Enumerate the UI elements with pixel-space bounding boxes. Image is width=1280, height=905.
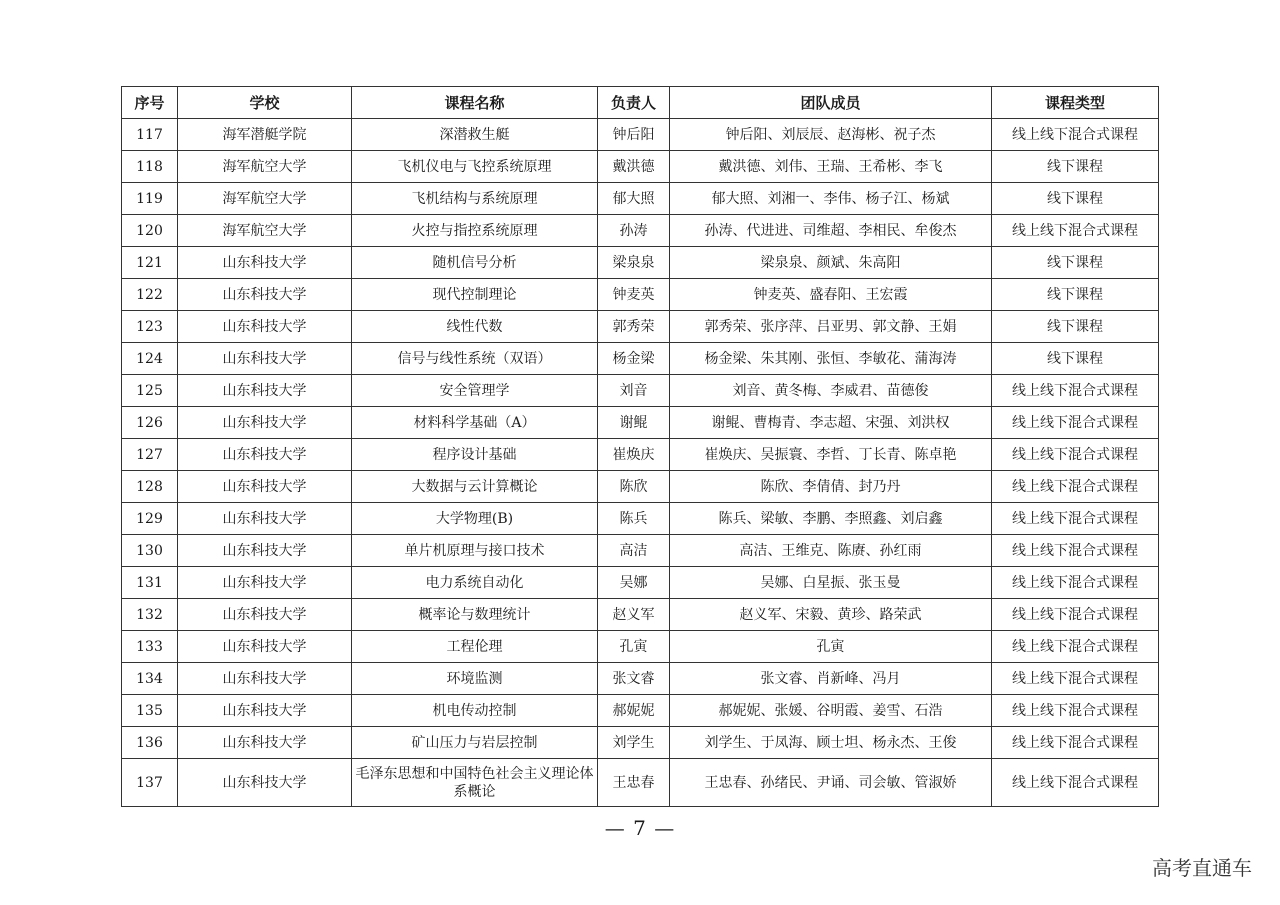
- cell-team-members: 谢鲲、曹梅青、李志超、宋强、刘洪权: [670, 407, 992, 439]
- table-row: [122, 151, 1159, 183]
- cell-course-type: 线下课程: [992, 151, 1159, 183]
- cell-index: 133: [122, 631, 178, 663]
- cell-school: 山东科技大学: [178, 663, 352, 695]
- cell-course-name: 现代控制理论: [352, 279, 598, 311]
- table-row: [122, 759, 1159, 807]
- table-row: [122, 535, 1159, 567]
- cell-course-name: 大学物理(B): [352, 503, 598, 535]
- cell-school: 山东科技大学: [178, 727, 352, 759]
- cell-course-name: 信号与线性系统（双语）: [352, 343, 598, 375]
- cell-team-members: 郝妮妮、张媛、谷明霞、姜雪、石浩: [670, 695, 992, 727]
- header-index: 序号: [122, 87, 178, 119]
- cell-team-members: 张文睿、肖新峰、冯月: [670, 663, 992, 695]
- cell-index: 136: [122, 727, 178, 759]
- cell-course-type: 线下课程: [992, 247, 1159, 279]
- cell-course-name: 安全管理学: [352, 375, 598, 407]
- cell-course-type: 线上线下混合式课程: [992, 599, 1159, 631]
- table-row: [122, 375, 1159, 407]
- cell-course-type: 线上线下混合式课程: [992, 695, 1159, 727]
- cell-school: 山东科技大学: [178, 407, 352, 439]
- cell-team-members: 孙涛、代进进、司维超、李相民、牟俊杰: [670, 215, 992, 247]
- table-row: [122, 407, 1159, 439]
- cell-team-members: 赵义军、宋毅、黄珍、路荣武: [670, 599, 992, 631]
- cell-leader: 孔寅: [598, 631, 670, 663]
- table-row: [122, 279, 1159, 311]
- table-row: [122, 439, 1159, 471]
- cell-index: 124: [122, 343, 178, 375]
- cell-school: 山东科技大学: [178, 311, 352, 343]
- cell-school: 山东科技大学: [178, 279, 352, 311]
- cell-school: 海军航空大学: [178, 215, 352, 247]
- cell-leader: 杨金梁: [598, 343, 670, 375]
- cell-course-type: 线上线下混合式课程: [992, 631, 1159, 663]
- table-row: [122, 631, 1159, 663]
- course-table: [121, 86, 1159, 807]
- cell-index: 123: [122, 311, 178, 343]
- cell-index: 122: [122, 279, 178, 311]
- cell-course-type: 线上线下混合式课程: [992, 663, 1159, 695]
- cell-course-name: 火控与指控系统原理: [352, 215, 598, 247]
- table-row: [122, 695, 1159, 727]
- cell-leader: 钟麦英: [598, 279, 670, 311]
- cell-course-type: 线下课程: [992, 343, 1159, 375]
- cell-course-name: 随机信号分析: [352, 247, 598, 279]
- cell-course-name: 机电传动控制: [352, 695, 598, 727]
- header-leader: 负责人: [598, 87, 670, 119]
- cell-course-type: 线上线下混合式课程: [992, 567, 1159, 599]
- cell-leader: 陈兵: [598, 503, 670, 535]
- cell-course-name: 材料科学基础（A）: [352, 407, 598, 439]
- cell-school: 山东科技大学: [178, 759, 352, 807]
- cell-team-members: 陈欣、李倩倩、封乃丹: [670, 471, 992, 503]
- table-row: [122, 215, 1159, 247]
- table-row: [122, 599, 1159, 631]
- cell-team-members: 郭秀荣、张序萍、吕亚男、郭文静、王娟: [670, 311, 992, 343]
- cell-course-type: 线上线下混合式课程: [992, 375, 1159, 407]
- cell-course-name: 飞机结构与系统原理: [352, 183, 598, 215]
- header-school: 学校: [178, 87, 352, 119]
- cell-school: 海军潜艇学院: [178, 119, 352, 151]
- cell-index: 131: [122, 567, 178, 599]
- cell-leader: 梁泉泉: [598, 247, 670, 279]
- cell-course-name: 毛泽东思想和中国特色社会主义理论体系概论: [352, 759, 598, 807]
- cell-index: 128: [122, 471, 178, 503]
- table-row: [122, 183, 1159, 215]
- cell-team-members: 钟麦英、盛春阳、王宏霞: [670, 279, 992, 311]
- cell-school: 山东科技大学: [178, 375, 352, 407]
- cell-team-members: 梁泉泉、颜斌、朱高阳: [670, 247, 992, 279]
- cell-course-name: 电力系统自动化: [352, 567, 598, 599]
- cell-school: 山东科技大学: [178, 599, 352, 631]
- cell-course-name: 线性代数: [352, 311, 598, 343]
- cell-course-type: 线下课程: [992, 311, 1159, 343]
- cell-school: 山东科技大学: [178, 503, 352, 535]
- watermark: 高考直通车: [1152, 856, 1252, 880]
- cell-course-name: 工程伦理: [352, 631, 598, 663]
- cell-team-members: 高洁、王维克、陈赓、孙红雨: [670, 535, 992, 567]
- cell-leader: 谢鲲: [598, 407, 670, 439]
- cell-leader: 刘音: [598, 375, 670, 407]
- cell-index: 130: [122, 535, 178, 567]
- cell-school: 山东科技大学: [178, 471, 352, 503]
- cell-course-name: 单片机原理与接口技术: [352, 535, 598, 567]
- cell-school: 山东科技大学: [178, 247, 352, 279]
- cell-course-type: 线上线下混合式课程: [992, 759, 1159, 807]
- cell-course-type: 线上线下混合式课程: [992, 471, 1159, 503]
- cell-school: 山东科技大学: [178, 631, 352, 663]
- cell-course-name: 深潜救生艇: [352, 119, 598, 151]
- cell-school: 山东科技大学: [178, 343, 352, 375]
- table-row: [122, 567, 1159, 599]
- cell-school: 山东科技大学: [178, 567, 352, 599]
- cell-leader: 刘学生: [598, 727, 670, 759]
- cell-leader: 吴娜: [598, 567, 670, 599]
- cell-leader: 郝妮妮: [598, 695, 670, 727]
- cell-leader: 郭秀荣: [598, 311, 670, 343]
- cell-team-members: 孔寅: [670, 631, 992, 663]
- table-row: [122, 343, 1159, 375]
- table-body: [122, 119, 1159, 807]
- cell-index: 126: [122, 407, 178, 439]
- cell-course-type: 线上线下混合式课程: [992, 119, 1159, 151]
- cell-leader: 陈欣: [598, 471, 670, 503]
- cell-course-type: 线上线下混合式课程: [992, 727, 1159, 759]
- cell-index: 118: [122, 151, 178, 183]
- cell-index: 129: [122, 503, 178, 535]
- cell-leader: 钟后阳: [598, 119, 670, 151]
- header-team-members: 团队成员: [670, 87, 992, 119]
- cell-leader: 孙涛: [598, 215, 670, 247]
- cell-school: 山东科技大学: [178, 535, 352, 567]
- cell-course-name: 程序设计基础: [352, 439, 598, 471]
- cell-course-name: 环境监测: [352, 663, 598, 695]
- cell-course-name: 概率论与数理统计: [352, 599, 598, 631]
- page-number: — 7 —: [604, 816, 676, 840]
- table-row: [122, 311, 1159, 343]
- cell-team-members: 郁大照、刘湘一、李伟、杨子江、杨斌: [670, 183, 992, 215]
- cell-index: 125: [122, 375, 178, 407]
- cell-school: 山东科技大学: [178, 695, 352, 727]
- cell-course-name: 飞机仪电与飞控系统原理: [352, 151, 598, 183]
- cell-school: 海军航空大学: [178, 151, 352, 183]
- cell-leader: 郁大照: [598, 183, 670, 215]
- cell-school: 海军航空大学: [178, 183, 352, 215]
- table-row: [122, 663, 1159, 695]
- cell-team-members: 崔焕庆、吴振寰、李哲、丁长青、陈卓艳: [670, 439, 992, 471]
- cell-leader: 赵义军: [598, 599, 670, 631]
- cell-index: 117: [122, 119, 178, 151]
- table-row: [122, 503, 1159, 535]
- cell-team-members: 刘学生、于凤海、顾士坦、杨永杰、王俊: [670, 727, 992, 759]
- table-row: [122, 727, 1159, 759]
- cell-index: 127: [122, 439, 178, 471]
- table-row: [122, 247, 1159, 279]
- cell-course-type: 线下课程: [992, 279, 1159, 311]
- cell-team-members: 王忠春、孙绪民、尹诵、司会敏、管淑娇: [670, 759, 992, 807]
- cell-leader: 崔焕庆: [598, 439, 670, 471]
- cell-school: 山东科技大学: [178, 439, 352, 471]
- cell-team-members: 戴洪德、刘伟、王瑞、王希彬、李飞: [670, 151, 992, 183]
- cell-course-name: 矿山压力与岩层控制: [352, 727, 598, 759]
- cell-index: 120: [122, 215, 178, 247]
- cell-index: 134: [122, 663, 178, 695]
- cell-team-members: 杨金梁、朱其刚、张恒、李敏花、蒲海涛: [670, 343, 992, 375]
- cell-course-type: 线上线下混合式课程: [992, 439, 1159, 471]
- cell-leader: 高洁: [598, 535, 670, 567]
- cell-leader: 张文睿: [598, 663, 670, 695]
- cell-index: 119: [122, 183, 178, 215]
- cell-course-type: 线下课程: [992, 183, 1159, 215]
- cell-team-members: 刘音、黄冬梅、李威君、苗德俊: [670, 375, 992, 407]
- cell-leader: 戴洪德: [598, 151, 670, 183]
- table-row: [122, 119, 1159, 151]
- cell-index: 132: [122, 599, 178, 631]
- table-row: [122, 471, 1159, 503]
- cell-course-type: 线上线下混合式课程: [992, 503, 1159, 535]
- cell-course-name: 大数据与云计算概论: [352, 471, 598, 503]
- cell-course-type: 线上线下混合式课程: [992, 215, 1159, 247]
- cell-leader: 王忠春: [598, 759, 670, 807]
- header-course-type: 课程类型: [992, 87, 1159, 119]
- cell-team-members: 钟后阳、刘辰辰、赵海彬、祝子杰: [670, 119, 992, 151]
- cell-course-type: 线上线下混合式课程: [992, 535, 1159, 567]
- cell-index: 121: [122, 247, 178, 279]
- cell-team-members: 陈兵、梁敏、李鹏、李照鑫、刘启鑫: [670, 503, 992, 535]
- cell-index: 135: [122, 695, 178, 727]
- cell-course-type: 线上线下混合式课程: [992, 407, 1159, 439]
- cell-team-members: 吴娜、白星振、张玉曼: [670, 567, 992, 599]
- header-course-name: 课程名称: [352, 87, 598, 119]
- table-header-row: [122, 87, 1159, 119]
- cell-index: 137: [122, 759, 178, 807]
